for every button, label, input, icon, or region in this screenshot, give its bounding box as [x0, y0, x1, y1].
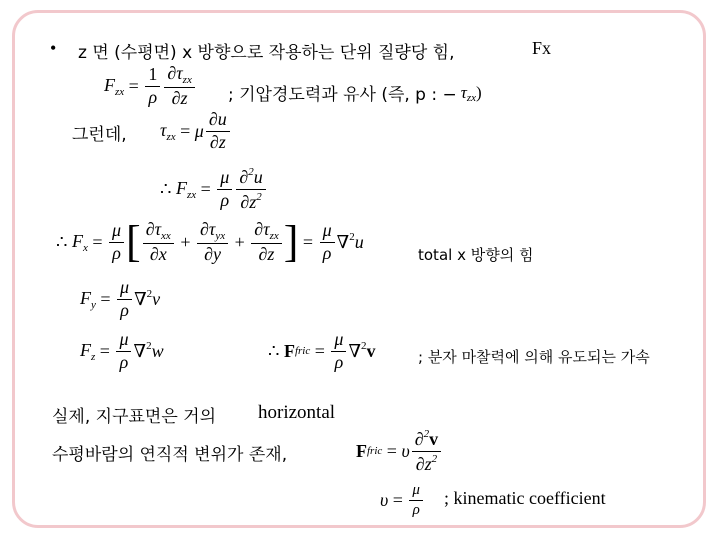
line11-note: ; kinematic coefficient [444, 488, 606, 508]
equation-ffric: ∴ F fric = $\frac{\mu}{\rho}$ ∇$^2$ v [268, 329, 376, 372]
equation-fz: $F_z$ = $\frac{\mu}{\rho}$ ∇$^2$ w [80, 329, 164, 372]
equation-tau: $\tau_{zx}$ = μ $\frac{\partial u}{\partial z}$ [160, 110, 232, 153]
line1-F: Fx [532, 38, 552, 58]
equation-fy: $F_y$ = $\frac{\mu}{\rho}$ ∇$^2$ v [80, 277, 161, 320]
line1-text: z 면 (수평면) x 방향으로 작용하는 단위 질량당 힘, [78, 43, 455, 63]
line9-horizontal: horizontal [258, 402, 336, 423]
bullet: • [50, 38, 57, 58]
line6-note: total x 방향의 힘 [418, 246, 534, 264]
line2-note: ; 기압경도력과 유사 (즉, p : − τ zx ) [228, 82, 482, 105]
equation-fzx2: ∴ $F_{zx}$ = $\frac{\mu}{\rho}$ $\frac{\partial^2u}{\partial z^2}$ [160, 166, 268, 213]
line3-text: 그런데, [72, 125, 127, 145]
equation-upsilon: υ = $\frac{\mu}{\rho}$ [380, 482, 425, 518]
line8-note: ; 분자 마찰력에 의해 유도되는 가속 [418, 348, 650, 366]
line9-text: 실제, 지구표면은 거의 [52, 407, 217, 427]
line10-text: 수평바람의 연직적 변위가 존재, [52, 445, 288, 465]
equation-fx: ∴ $F_x$ = $\frac{\mu}{\rho}$ [ $\frac{\partial\tau_{xx}}{\partial x}$ + $\frac{\partial\tau_{yx}}{\partial y}$ + $\frac{\partial\tau_{zx}}{\partial z}$ ] = $\frac{\mu}{\rho}$ ∇$^2$ u [56, 217, 364, 267]
equation-fzx: $F_{zx}$ = $\frac{1}{\rho}$ $\frac{\partial\tau_{zx}}{\partial z}$ [104, 64, 197, 109]
equation-ffric2: F fric = υ $\frac{\partial^2v}{\partial z^2}$ [356, 428, 443, 475]
